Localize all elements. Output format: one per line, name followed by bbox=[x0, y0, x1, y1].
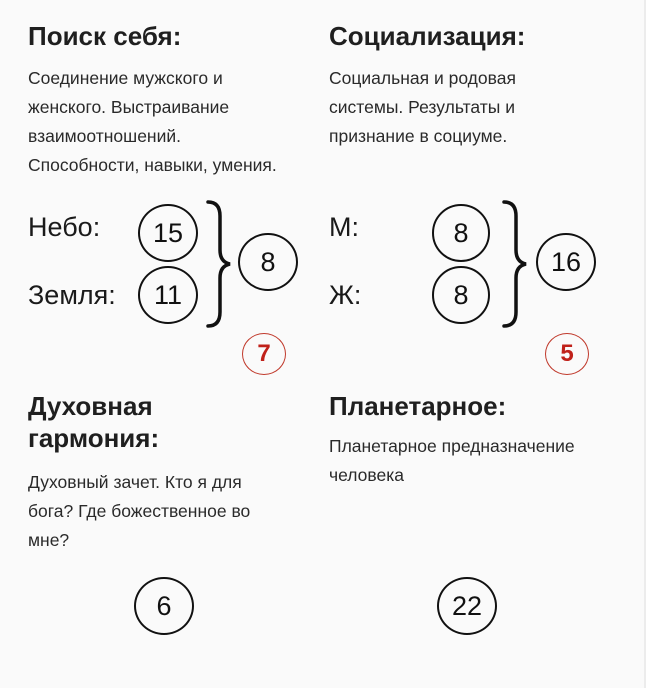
description-line: Соединение мужского и bbox=[28, 68, 223, 88]
description-line: человека bbox=[329, 465, 405, 485]
value-circle-planetary: 22 bbox=[437, 577, 497, 635]
right-brace-icon bbox=[500, 200, 530, 328]
description-line: бога? Где божественное во bbox=[28, 501, 251, 521]
row-label-sky: Небо: bbox=[28, 212, 101, 242]
title-line: Духовная bbox=[28, 391, 153, 421]
section-description-planetary bbox=[329, 432, 629, 490]
section-title-socialization: Социализация: bbox=[329, 21, 526, 51]
description-line: Духовный зачет. Кто я для bbox=[28, 472, 242, 492]
sum-circle-socialization: 16 bbox=[536, 233, 596, 291]
value-circle-female: 8 bbox=[432, 266, 490, 324]
section-description-socialization bbox=[329, 64, 619, 151]
value-circle-spiritual-harmony: 6 bbox=[134, 577, 194, 635]
sum-circle-self-search: 8 bbox=[238, 233, 298, 291]
row-label-male: М: bbox=[329, 212, 359, 242]
result-circle-self-search: 7 bbox=[242, 333, 286, 375]
title-line: гармония: bbox=[28, 423, 160, 453]
description-line: взаимоотношений. bbox=[28, 126, 182, 146]
description-line: Социальная и родовая bbox=[329, 68, 516, 88]
description-line: системы. Результаты и bbox=[329, 97, 515, 117]
value-circle-sky: 15 bbox=[138, 204, 198, 262]
description-line: признание в социуме. bbox=[329, 126, 508, 146]
section-title-spiritual-harmony bbox=[28, 390, 159, 454]
row-label-female: Ж: bbox=[329, 280, 362, 310]
section-title-planetary: Планетарное: bbox=[329, 391, 507, 421]
description-line: Способности, навыки, умения. bbox=[28, 155, 277, 175]
section-title-self-search: Поиск себя: bbox=[28, 21, 182, 51]
value-circle-male: 8 bbox=[432, 204, 490, 262]
section-description-self-search bbox=[28, 64, 318, 180]
section-description-spiritual-harmony bbox=[28, 468, 318, 555]
right-brace-icon bbox=[204, 200, 234, 328]
description-line: женского. Выстраивание bbox=[28, 97, 230, 117]
description-line: Планетарное предназначение bbox=[329, 436, 575, 456]
description-line: мне? bbox=[28, 530, 70, 550]
result-circle-socialization: 5 bbox=[545, 333, 589, 375]
row-label-earth: Земля: bbox=[28, 280, 116, 310]
value-circle-earth: 11 bbox=[138, 266, 198, 324]
